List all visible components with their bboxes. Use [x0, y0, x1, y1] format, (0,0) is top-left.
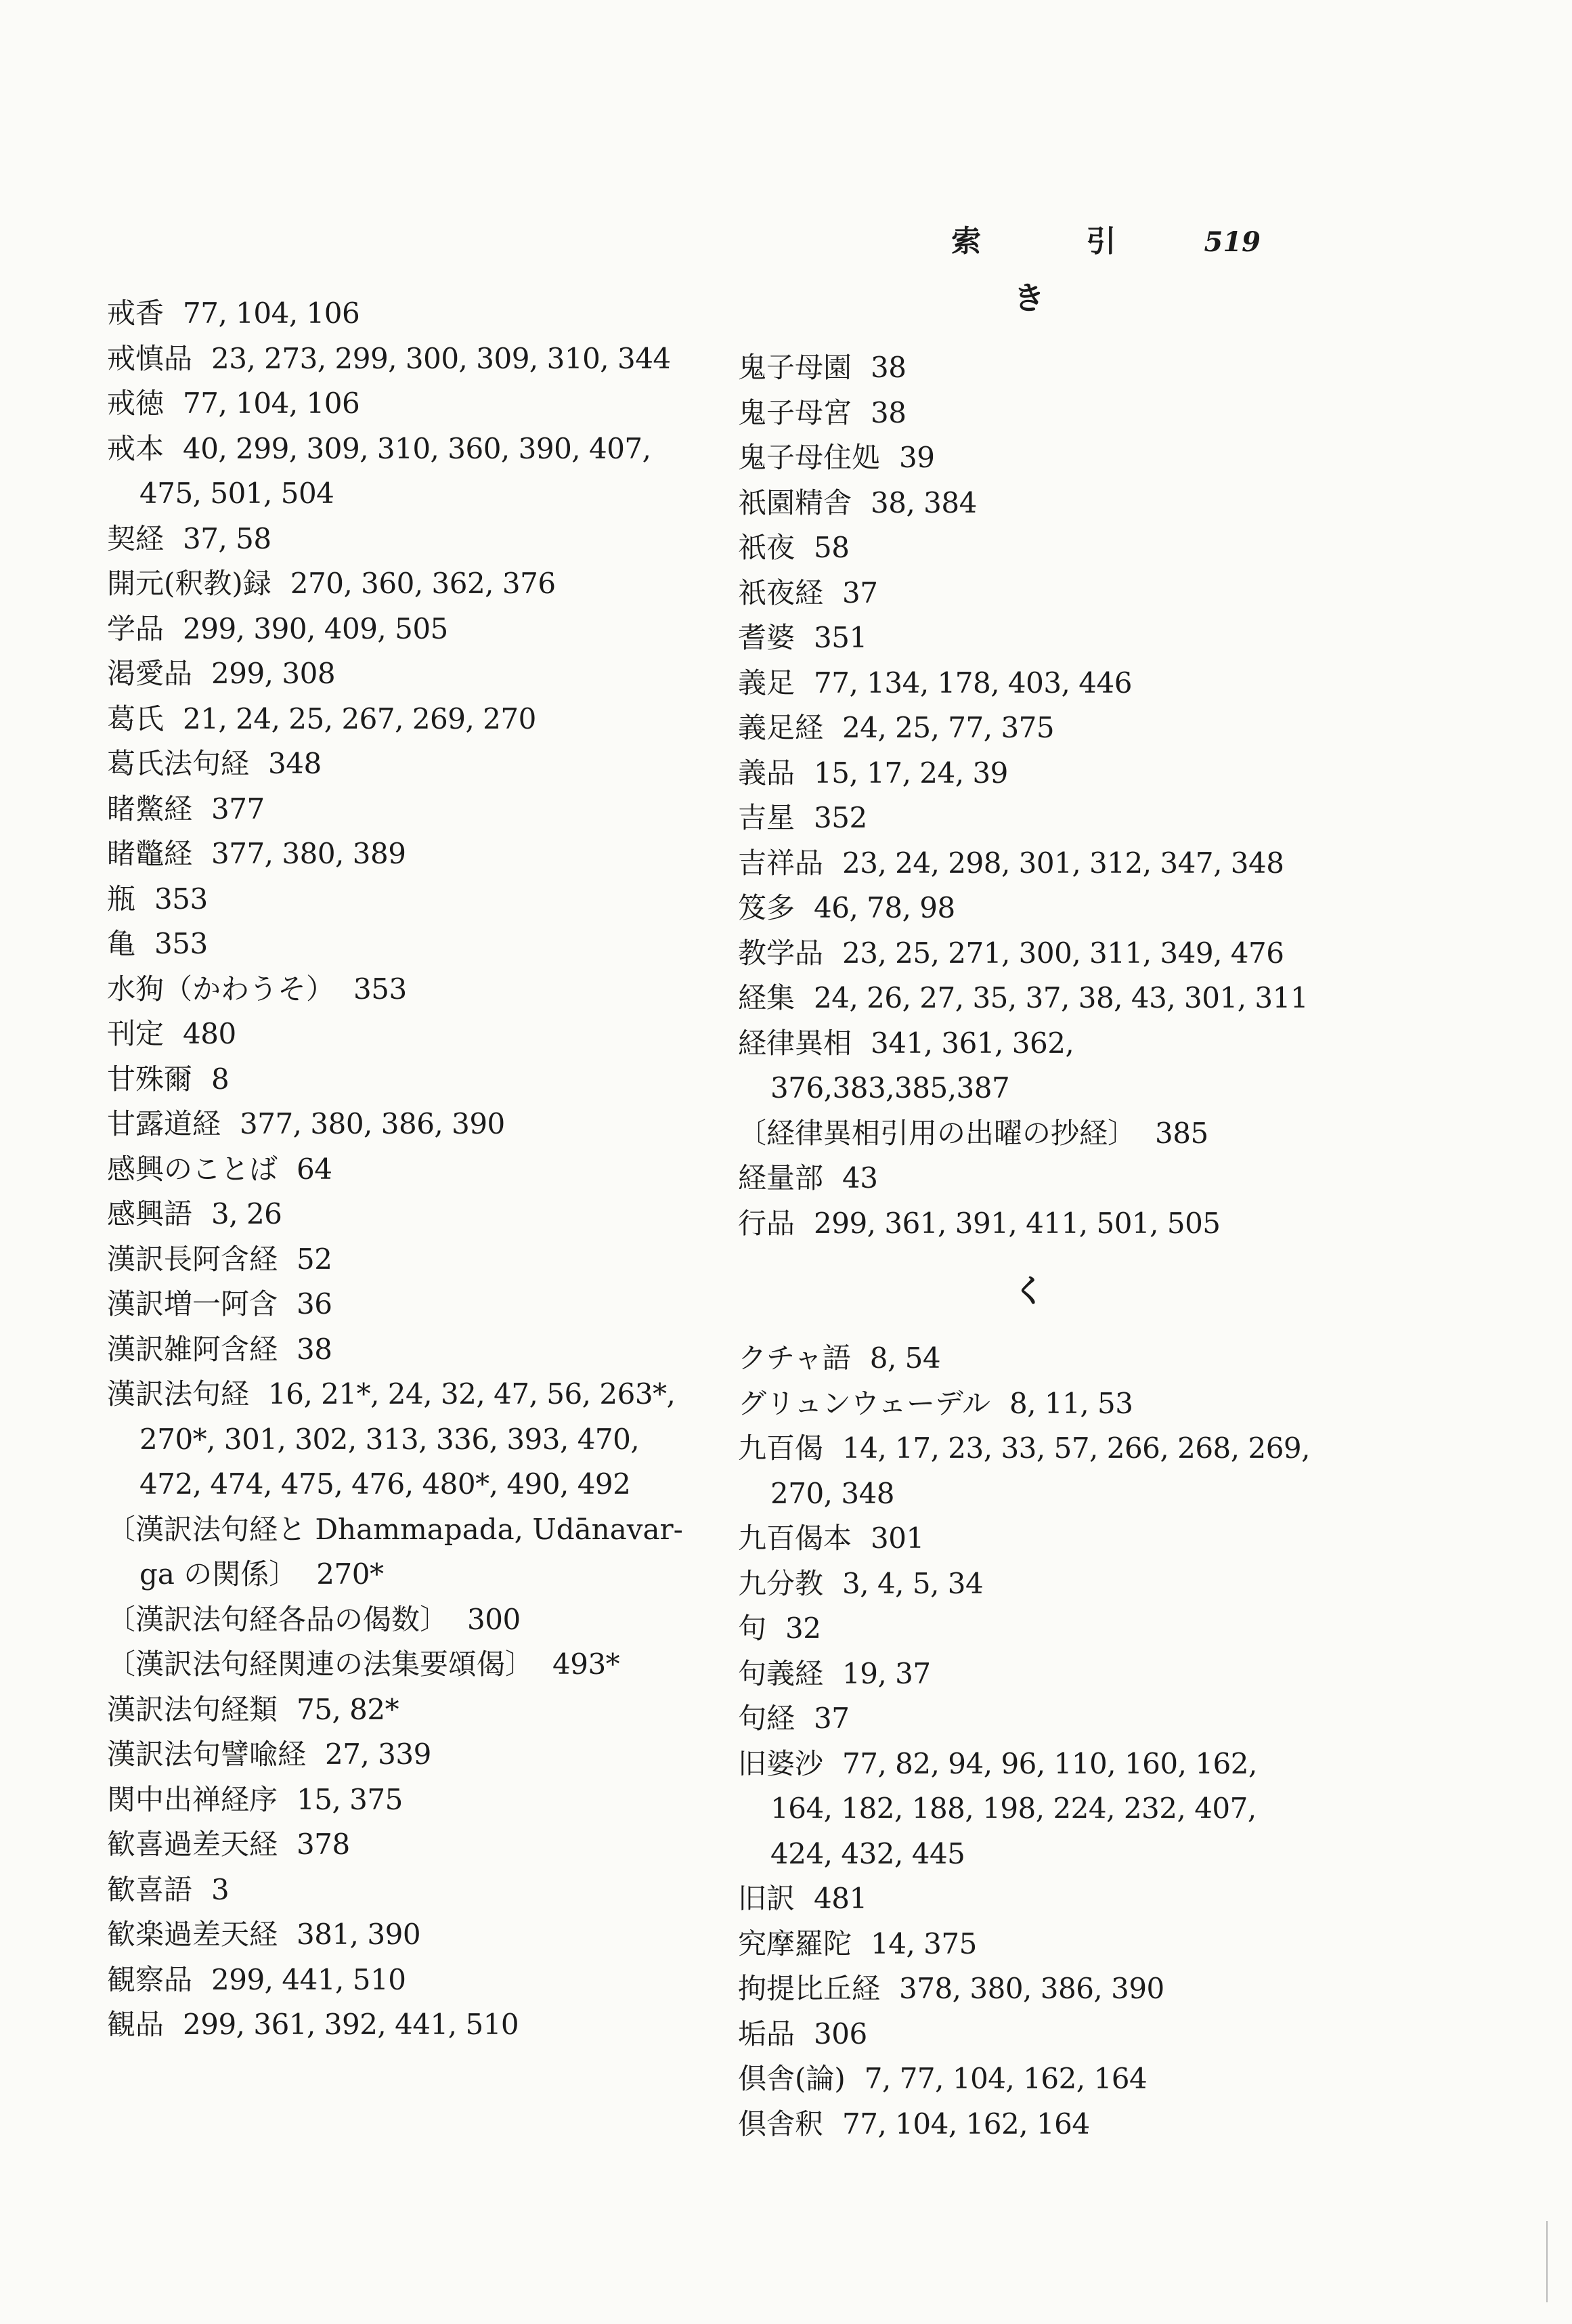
index-entry	[738, 2057, 1320, 2102]
index-term: 歓楽過差天経	[107, 1918, 278, 1951]
index-entry	[738, 1426, 1320, 1516]
index-entry	[738, 796, 1320, 841]
index-term: 祇夜経	[738, 576, 824, 609]
page-references: 37, 58	[183, 521, 271, 555]
index-term: 旧婆沙	[738, 1746, 824, 1780]
page-references: 77, 82, 94, 96, 110, 160, 162, 164, 182, 188, 198, 224, 232, 407, 424, 432, 445	[770, 1746, 1257, 1870]
section-heading: く	[1013, 1272, 1045, 1309]
page-references: 77, 104, 106	[183, 297, 360, 330]
index-entry	[107, 561, 689, 607]
page-references: 3, 4, 5, 34	[842, 1566, 984, 1600]
index-entry	[107, 1868, 689, 1913]
index-term: 漢訳増一阿含	[107, 1287, 278, 1320]
page-references: 351	[814, 621, 867, 654]
index-term: 葛氏法句経	[107, 747, 250, 780]
page-references: 37	[842, 576, 878, 609]
index-entry	[738, 1156, 1320, 1201]
page-references: 38	[297, 1332, 332, 1366]
page-references: 8, 11, 53	[1009, 1386, 1133, 1420]
index-entry	[738, 1381, 1320, 1427]
index-entry	[738, 391, 1320, 436]
index-term: 句	[738, 1612, 767, 1645]
page-references: 299, 308	[211, 657, 336, 690]
index-entry	[738, 571, 1320, 616]
page-references: 40, 299, 309, 310, 360, 390, 407, 475, 501, 504	[139, 431, 651, 510]
page-references: 300	[467, 1602, 521, 1636]
page-references: 381, 390	[297, 1918, 421, 1951]
index-term: 笈多	[738, 891, 795, 924]
index-term: 〔経律異相引用の出曜の抄経〕	[738, 1116, 1137, 1150]
page-references: 36	[297, 1287, 332, 1320]
page-number: 519	[1204, 226, 1261, 258]
index-entry	[107, 427, 689, 517]
page-references: 481	[814, 1882, 867, 1915]
index-term: 睹鼈経	[107, 837, 193, 870]
page-references: 16, 21*, 24, 32, 47, 56, 263*, 270*, 301, 302, 313, 336, 393, 470, 472, 474, 475, 476, 480*, 490, 492	[139, 1377, 676, 1501]
index-entry	[107, 741, 689, 787]
page-references: 23, 25, 271, 300, 311, 349, 476	[842, 936, 1284, 970]
page-references: 64	[297, 1152, 332, 1186]
page-references: 21, 24, 25, 267, 269, 270	[183, 702, 536, 735]
page-references: 7, 77, 104, 162, 164	[864, 2062, 1148, 2095]
index-term: 甘露道経	[107, 1107, 221, 1140]
index-entry	[107, 1282, 689, 1327]
index-entry	[738, 886, 1320, 931]
index-entry	[107, 1147, 689, 1192]
index-entry	[107, 1597, 689, 1643]
page-references: 480	[183, 1017, 236, 1050]
page-references: 377, 380, 389	[211, 837, 406, 870]
index-entry	[107, 1687, 689, 1733]
index-term: 句義経	[738, 1656, 824, 1690]
index-term: 義足経	[738, 711, 824, 744]
index-term: 〔漢訳法句経関連の法集要頌偈〕	[107, 1648, 534, 1681]
index-entry	[738, 2102, 1320, 2147]
index-term: 戒徳	[107, 387, 165, 420]
page-references: 75, 82*	[297, 1692, 399, 1726]
index-entry	[738, 931, 1320, 976]
index-entry	[738, 525, 1320, 571]
page-references: 77, 104, 106	[183, 387, 360, 420]
index-term: 義足	[738, 666, 795, 700]
index-term: 開元(釈教)録	[107, 567, 271, 600]
index-term: 学品	[107, 611, 165, 645]
index-term: 耆婆	[738, 621, 795, 654]
page-references: 493*	[552, 1648, 620, 1681]
index-term: 垢品	[738, 2017, 795, 2050]
index-term: 〔漢訳法句経と Dhammapada, Udānavar-ga の関係〕	[107, 1512, 683, 1591]
index-entry	[738, 1606, 1320, 1652]
page-references: 299, 361, 391, 411, 501, 505	[814, 1206, 1221, 1240]
page-references: 3	[211, 1872, 230, 1906]
index-term: 経律異相	[738, 1026, 852, 1060]
index-entry	[738, 2012, 1320, 2057]
index-term: 関中出禅経序	[107, 1782, 278, 1816]
page-references: 385	[1155, 1116, 1208, 1150]
index-entry	[107, 607, 689, 652]
page-references: 58	[814, 531, 850, 564]
index-term: 戒慎品	[107, 341, 193, 375]
index-entry	[738, 841, 1320, 886]
index-entry	[738, 1966, 1320, 2012]
index-entry	[738, 751, 1320, 796]
header-title: 索 引	[951, 224, 1164, 259]
index-entry	[738, 1336, 1320, 1381]
index-term: 戒本	[107, 431, 165, 465]
page-references: 38	[871, 351, 907, 384]
index-term: 契経	[107, 521, 165, 555]
page-references: 23, 273, 299, 300, 309, 310, 344	[211, 341, 671, 375]
index-term: 吉星	[738, 801, 795, 834]
index-entry	[738, 616, 1320, 661]
page-references: 301	[871, 1522, 924, 1555]
index-entry	[107, 967, 689, 1012]
index-term: 祇園精舎	[738, 486, 852, 519]
index-entry	[107, 1507, 689, 1597]
index-term: 倶舎釈	[738, 2107, 824, 2140]
index-entry	[107, 1057, 689, 1102]
page-references: 19, 37	[842, 1656, 931, 1690]
index-entry	[738, 1742, 1320, 1877]
page-references: 299, 390, 409, 505	[183, 611, 448, 645]
page-references: 341, 361, 362, 376,383,385,387	[770, 1026, 1074, 1104]
page-references: 38	[871, 395, 907, 429]
page-references: 353	[154, 927, 208, 960]
right-column	[738, 280, 1320, 2147]
index-entry	[738, 345, 1320, 391]
index-term: 瓶	[107, 882, 136, 916]
index-term: 旧訳	[738, 1882, 795, 1915]
index-term: クチャ語	[738, 1341, 851, 1375]
index-term: 戒香	[107, 297, 165, 330]
section-heading: き	[1013, 280, 1045, 316]
index-term: グリュンウェーデル	[738, 1386, 990, 1420]
index-entry	[107, 291, 689, 337]
page-references: 77, 134, 178, 403, 446	[814, 666, 1132, 700]
index-term: 拘提比丘経	[738, 1972, 881, 2005]
index-term: 渇愛品	[107, 657, 193, 690]
page-header	[951, 217, 1261, 260]
index-entry	[107, 517, 689, 562]
index-term: 睹鱉経	[107, 792, 193, 825]
index-term: 経量部	[738, 1161, 824, 1195]
page-references: 39	[899, 441, 935, 474]
page-references: 43	[842, 1161, 878, 1195]
page-references: 3, 26	[211, 1197, 282, 1230]
index-entry	[738, 1201, 1320, 1247]
page-references: 378	[297, 1828, 350, 1861]
page-references: 8	[211, 1062, 230, 1096]
index-term: 句経	[738, 1702, 795, 1735]
index-entry	[738, 1562, 1320, 1607]
index-term: 歓喜語	[107, 1872, 193, 1906]
index-entry	[107, 381, 689, 427]
page-references: 352	[814, 801, 867, 834]
index-term: 観察品	[107, 1962, 193, 1996]
page-references: 23, 24, 298, 301, 312, 347, 348	[842, 846, 1284, 880]
index-entry	[107, 1102, 689, 1147]
index-term: 九分教	[738, 1566, 824, 1600]
index-entry	[738, 1876, 1320, 1922]
page-references: 46, 78, 98	[814, 891, 955, 924]
index-term: 水狗（かわうそ）	[107, 972, 335, 1006]
page-references: 299, 361, 392, 441, 510	[183, 2008, 519, 2041]
page-references: 24, 26, 27, 35, 37, 38, 43, 301, 311	[814, 981, 1309, 1014]
index-term: 漢訳雑阿含経	[107, 1332, 278, 1366]
page-references: 8, 54	[869, 1341, 941, 1375]
index-term: 義品	[738, 756, 795, 790]
index-entry	[107, 1012, 689, 1057]
index-entry	[738, 706, 1320, 751]
index-term: 漢訳法句経	[107, 1377, 250, 1411]
page-references: 270*	[316, 1557, 384, 1591]
index-term: 歓喜過差天経	[107, 1828, 278, 1861]
page-references: 27, 339	[325, 1738, 431, 1771]
index-term: 刊定	[107, 1017, 165, 1050]
page-references: 15, 375	[297, 1782, 403, 1816]
index-entry	[107, 2002, 689, 2048]
index-term: 究摩羅陀	[738, 1927, 852, 1960]
scan-edge-line	[1546, 2221, 1548, 2302]
page-references: 52	[297, 1242, 332, 1276]
page-references: 77, 104, 162, 164	[842, 2107, 1090, 2140]
index-entry	[107, 1192, 689, 1237]
page-references: 353	[154, 882, 208, 916]
page-references: 306	[814, 2017, 867, 2050]
page-references: 24, 25, 77, 375	[842, 711, 1055, 744]
index-term: 亀	[107, 927, 136, 960]
index-entry	[107, 1778, 689, 1823]
index-entry	[107, 1958, 689, 2003]
index-term: 鬼子母宮	[738, 395, 852, 429]
page-references: 14, 375	[871, 1927, 977, 1960]
index-entry	[107, 877, 689, 922]
index-entry	[107, 1732, 689, 1778]
index-term: 感興語	[107, 1197, 193, 1230]
index-term: 教学品	[738, 936, 824, 970]
index-entry	[738, 1696, 1320, 1742]
index-entry	[107, 1822, 689, 1868]
index-term: 漢訳法句譬喩経	[107, 1738, 307, 1771]
index-entry	[107, 1372, 689, 1507]
index-term: 九百偈本	[738, 1522, 852, 1555]
index-entry	[107, 787, 689, 832]
left-column	[107, 291, 689, 2048]
index-term: 九百偈	[738, 1432, 824, 1465]
index-term: 葛氏	[107, 702, 165, 735]
index-term: 漢訳法句経類	[107, 1692, 278, 1726]
page-references: 270, 360, 362, 376	[290, 567, 556, 600]
index-entry	[738, 1516, 1320, 1562]
index-term: 行品	[738, 1206, 795, 1240]
page-references: 348	[268, 747, 322, 780]
index-term: 観品	[107, 2008, 165, 2041]
index-entry	[738, 1922, 1320, 1967]
index-term: 鬼子母園	[738, 351, 852, 384]
page-references: 32	[785, 1612, 821, 1645]
index-entry	[107, 832, 689, 877]
page-references: 38, 384	[871, 486, 977, 519]
index-term: 甘殊爾	[107, 1062, 193, 1096]
index-entry	[738, 661, 1320, 706]
page-references: 353	[353, 972, 407, 1006]
page-references: 299, 441, 510	[211, 1962, 406, 1996]
index-entry	[738, 976, 1320, 1021]
page-references: 378, 380, 386, 390	[899, 1972, 1164, 2005]
page-references: 37	[814, 1702, 850, 1735]
index-term: 祇夜	[738, 531, 795, 564]
index-entry	[107, 1327, 689, 1373]
index-entry	[107, 922, 689, 967]
page-references: 14, 17, 23, 33, 57, 266, 268, 269, 270, 348	[770, 1432, 1310, 1510]
index-term: 〔漢訳法句経各品の偈数〕	[107, 1602, 449, 1636]
page-references: 377, 380, 386, 390	[240, 1107, 505, 1140]
index-entry	[107, 697, 689, 742]
page-references: 15, 17, 24, 39	[814, 756, 1008, 790]
index-term: 吉祥品	[738, 846, 824, 880]
index-entry	[107, 1237, 689, 1283]
index-entry	[107, 1642, 689, 1687]
index-entry	[738, 1021, 1320, 1111]
index-entry	[738, 1652, 1320, 1697]
index-term: 倶舎(論)	[738, 2062, 846, 2095]
index-entry	[738, 1111, 1320, 1157]
index-term: 経集	[738, 981, 795, 1014]
index-term: 鬼子母住処	[738, 441, 881, 474]
index-entry	[107, 337, 689, 382]
index-entry	[107, 651, 689, 697]
index-entry	[107, 1912, 689, 1958]
page-references: 377	[211, 792, 265, 825]
index-term: 漢訳長阿含経	[107, 1242, 278, 1276]
index-term: 感興のことば	[107, 1152, 278, 1186]
index-entry	[738, 435, 1320, 481]
index-entry	[738, 481, 1320, 526]
